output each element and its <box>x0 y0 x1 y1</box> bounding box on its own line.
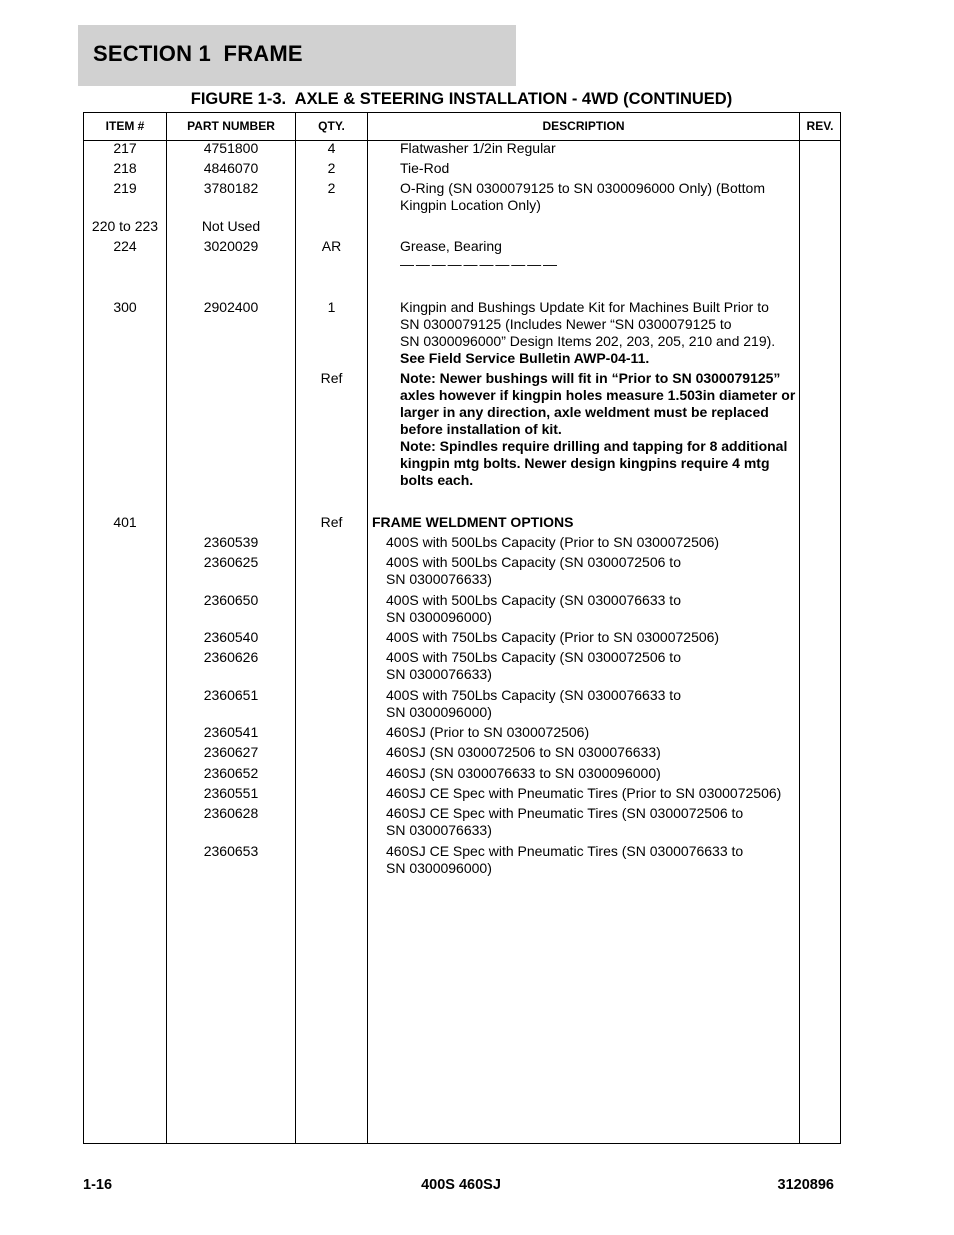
description-line: Kingpin and Bushings Update Kit for Machines Built Prior to <box>400 299 769 315</box>
note-line: kingpin mtg bolts. Newer design kingpins require 4 mtg <box>400 455 770 471</box>
section-title: SECTION 1 FRAME <box>93 41 303 66</box>
item-number: 401 <box>113 514 137 530</box>
quantity: Ref <box>320 370 343 386</box>
part-number: 3780182 <box>203 180 259 196</box>
item-number: 220 to 223 <box>91 218 159 234</box>
item-number: 219 <box>113 180 137 196</box>
description-line: SN 0300076633) <box>386 822 492 838</box>
description-line: 460SJ CE Spec with Pneumatic Tires (Prior to SN 0300072506) <box>386 785 782 801</box>
service-bulletin-note: See Field Service Bulletin AWP-04-11. <box>400 350 650 366</box>
part-number: 3020029 <box>203 238 259 254</box>
part-number: 2360625 <box>203 554 259 570</box>
part-number: 2902400 <box>203 299 259 315</box>
description-line: Flatwasher 1/2in Regular <box>400 140 556 156</box>
parts-table <box>83 112 841 1144</box>
model-label: 400S 460SJ <box>421 1177 501 1193</box>
description-line: 400S with 750Lbs Capacity (Prior to SN 0300072506) <box>386 629 720 645</box>
description-line: Kingpin Location Only) <box>400 197 541 213</box>
document-number: 3120896 <box>777 1177 834 1193</box>
part-number: Not Used <box>201 218 261 234</box>
note-line: Note: Spindles require drilling and tapping for 8 additional <box>400 438 788 454</box>
description-line: SN 0300096000” Design Items 202, 203, 205, 210 and 219). <box>400 333 776 349</box>
note-line: Note: Newer bushings will fit in “Prior to SN 0300079125” <box>400 370 781 386</box>
description-line: 460SJ CE Spec with Pneumatic Tires (SN 0300076633 to <box>386 843 744 859</box>
description-line: 400S with 500Lbs Capacity (SN 0300076633 to <box>386 592 681 608</box>
description-line: SN 0300096000) <box>386 704 492 720</box>
part-number: 4846070 <box>203 160 259 176</box>
description-line: 460SJ CE Spec with Pneumatic Tires (SN 0300072506 to <box>386 805 744 821</box>
column-header-description: DESCRIPTION <box>542 119 625 133</box>
quantity: 2 <box>327 160 336 176</box>
description-line: 460SJ (SN 0300076633 to SN 0300096000) <box>386 765 661 781</box>
description-line: 400S with 500Lbs Capacity (Prior to SN 0300072506) <box>386 534 720 550</box>
note-line: bolts each. <box>400 472 474 488</box>
column-divider <box>166 113 167 1143</box>
part-number: 2360628 <box>203 805 259 821</box>
description-line: SN 0300076633) <box>386 666 492 682</box>
description-line: Grease, Bearing <box>400 238 502 254</box>
part-number: 2360651 <box>203 687 259 703</box>
item-number: 217 <box>113 140 137 156</box>
description-line: O-Ring (SN 0300079125 to SN 0300096000 Only) (Bottom <box>400 180 765 196</box>
section-band <box>78 25 516 86</box>
description-line: 400S with 750Lbs Capacity (SN 0300076633 to <box>386 687 681 703</box>
note-line: before installation of kit. <box>400 421 562 437</box>
quantity: AR <box>321 238 342 254</box>
part-number: 2360626 <box>203 649 259 665</box>
part-number: 2360652 <box>203 765 259 781</box>
part-number: 2360551 <box>203 785 259 801</box>
description-line: SN 0300079125 (Includes Newer “SN 0300079125 to <box>400 316 732 332</box>
group-heading: FRAME WELDMENT OPTIONS <box>372 514 574 530</box>
note-line: larger in any direction, axle weldment must be replaced <box>400 404 769 420</box>
column-divider <box>295 113 296 1143</box>
column-header-part-number: PART NUMBER <box>187 119 275 133</box>
description-line: Tie-Rod <box>400 160 450 176</box>
page-number: 1-16 <box>83 1177 113 1193</box>
dash-separator: — — — — — — — — — — <box>400 256 557 272</box>
column-header-rev: REV. <box>806 119 834 133</box>
description-line: 400S with 750Lbs Capacity (SN 0300072506 to <box>386 649 681 665</box>
description-line: 400S with 500Lbs Capacity (SN 0300072506 to <box>386 554 681 570</box>
part-number: 2360650 <box>203 592 259 608</box>
quantity: 1 <box>327 299 336 315</box>
quantity: 2 <box>327 180 336 196</box>
description-line: SN 0300076633) <box>386 571 492 587</box>
description-line: 460SJ (Prior to SN 0300072506) <box>386 724 590 740</box>
column-divider <box>367 113 368 1143</box>
column-header-item: ITEM # <box>105 119 145 133</box>
quantity: Ref <box>320 514 343 530</box>
item-number: 300 <box>113 299 137 315</box>
part-number: 2360627 <box>203 744 259 760</box>
quantity: 4 <box>327 140 336 156</box>
part-number: 4751800 <box>203 140 259 156</box>
column-header-qty: QTY. <box>318 119 345 133</box>
figure-title: FIGURE 1-3. AXLE & STEERING INSTALLATION - 4WD (CONTINUED) <box>190 90 733 108</box>
description-line: SN 0300096000) <box>386 860 492 876</box>
note-line: axles however if kingpin holes measure 1.503in diameter or <box>400 387 796 403</box>
part-number: 2360540 <box>203 629 259 645</box>
item-number: 218 <box>113 160 137 176</box>
part-number: 2360539 <box>203 534 259 550</box>
part-number: 2360541 <box>203 724 259 740</box>
item-number: 224 <box>113 238 137 254</box>
part-number: 2360653 <box>203 843 259 859</box>
description-line: 460SJ (SN 0300072506 to SN 0300076633) <box>386 744 661 760</box>
description-line: SN 0300096000) <box>386 609 492 625</box>
